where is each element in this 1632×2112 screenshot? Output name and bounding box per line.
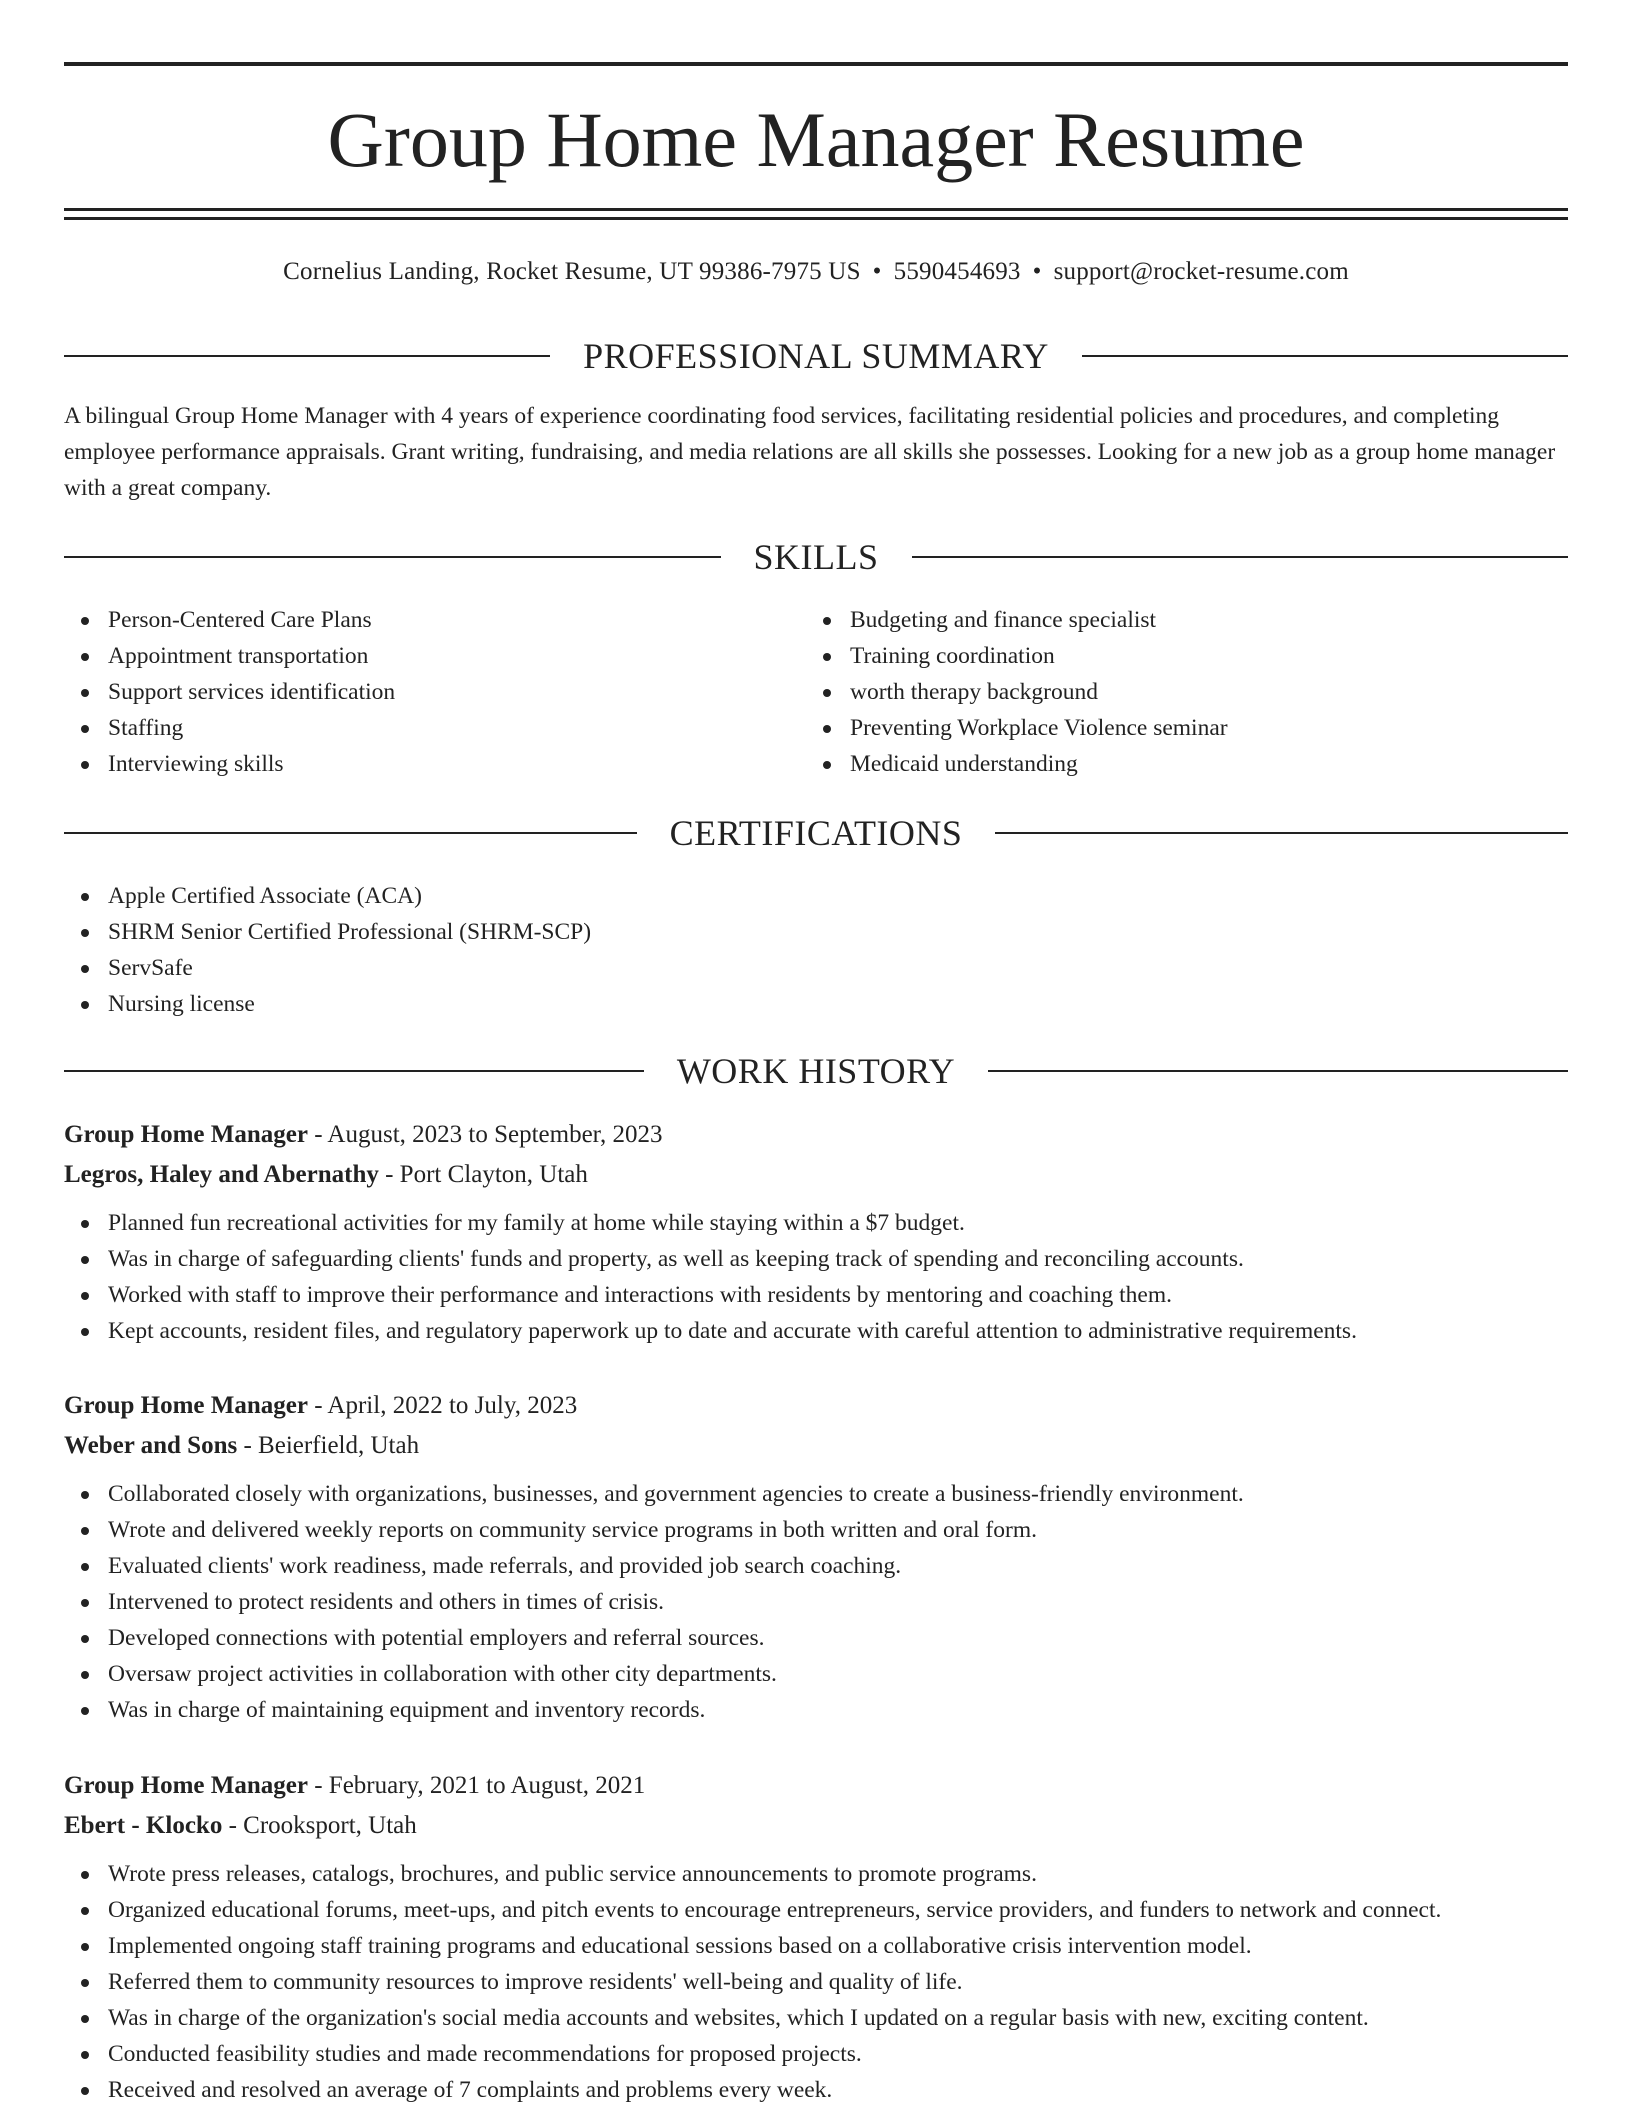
job-company: Weber and Sons	[64, 1432, 238, 1459]
job-bullets	[64, 1856, 1568, 2108]
list-item: Medicaid understanding	[806, 746, 1546, 782]
heading-rule	[912, 556, 1569, 558]
list-item: worth therapy background	[806, 674, 1546, 710]
list-item: SHRM Senior Certified Professional (SHRM-SCP)	[64, 914, 1568, 950]
section-heading-label: WORK HISTORY	[676, 1051, 956, 1091]
heading-rule	[64, 1070, 644, 1072]
list-item: Worked with staff to improve their performance and interactions with residents by mentoring and coaching them.	[64, 1277, 1568, 1313]
job-bullets	[64, 1205, 1568, 1349]
list-item: Kept accounts, resident files, and regulatory paperwork up to date and accurate with careful attention to administrative requirements.	[64, 1313, 1568, 1349]
list-item: Person-Centered Care Plans	[64, 602, 804, 638]
section-heading-work-history	[64, 1049, 1568, 1093]
job-company: Legros, Haley and Abernathy	[64, 1161, 379, 1188]
list-item: Collaborated closely with organizations, businesses, and government agencies to create a business-friendly environment.	[64, 1476, 1568, 1512]
list-item: Intervened to protect residents and others in times of crisis.	[64, 1584, 1568, 1620]
job-title-line	[64, 1766, 1568, 1806]
list-item: Implemented ongoing staff training programs and educational sessions based on a collaborative crisis intervention model.	[64, 1928, 1568, 1964]
section-heading-summary	[64, 334, 1568, 378]
list-item: Oversaw project activities in collaboration with other city departments.	[64, 1656, 1568, 1692]
heading-rule	[64, 832, 637, 834]
list-item: Preventing Workplace Violence seminar	[806, 710, 1546, 746]
skills-list-right	[806, 602, 1546, 782]
heading-rule	[995, 832, 1568, 834]
job-bullets	[64, 1476, 1568, 1728]
contact-line	[64, 254, 1568, 290]
list-item: Staffing	[64, 710, 804, 746]
job-company: Ebert - Klocko	[64, 1812, 223, 1839]
page-title: Group Home Manager Resume	[327, 96, 1305, 183]
list-item: Conducted feasibility studies and made recommendations for proposed projects.	[64, 2036, 1568, 2072]
contact-separator: •	[1032, 258, 1042, 285]
job-dates: February, 2021 to August, 2021	[328, 1772, 646, 1799]
contact-phone: 5590454693	[893, 258, 1021, 285]
list-item: Budgeting and finance specialist	[806, 602, 1546, 638]
list-item: Was in charge of the organization's social media accounts and websites, which I updated on a regular basis with new, exciting content.	[64, 2000, 1568, 2036]
job-company-line	[64, 1155, 1568, 1195]
list-item: Was in charge of maintaining equipment and inventory records.	[64, 1692, 1568, 1728]
job-location: Crooksport, Utah	[243, 1812, 417, 1839]
job-title: Group Home Manager	[64, 1392, 308, 1419]
job-entry	[64, 1386, 1568, 1728]
heading-rule	[64, 355, 550, 357]
section-heading-label: PROFESSIONAL SUMMARY	[583, 336, 1049, 376]
dash: -	[307, 1392, 328, 1419]
list-item: Evaluated clients' work readiness, made referrals, and provided job search coaching.	[64, 1548, 1568, 1584]
title-double-rule	[64, 208, 1568, 220]
job-entry	[64, 1115, 1568, 1349]
job-location: Port Clayton, Utah	[399, 1161, 588, 1188]
list-item: Received and resolved an average of 7 complaints and problems every week.	[64, 2072, 1568, 2108]
dash: -	[222, 1812, 244, 1839]
list-item: Organized educational forums, meet-ups, and pitch events to encourage entrepreneurs, service providers, and funders to network and connect.	[64, 1892, 1568, 1928]
job-title-line	[64, 1115, 1568, 1155]
contact-address: Cornelius Landing, Rocket Resume, UT 99386-7975 US	[283, 258, 861, 285]
job-title-line	[64, 1386, 1568, 1426]
list-item: Nursing license	[64, 986, 1568, 1022]
job-dates: August, 2023 to September, 2023	[327, 1121, 663, 1148]
list-item: ServSafe	[64, 950, 1568, 986]
section-heading-certifications	[64, 811, 1568, 855]
list-item: Was in charge of safeguarding clients' funds and property, as well as keeping track of spending and reconciling accounts.	[64, 1241, 1568, 1277]
heading-rule	[1082, 355, 1568, 357]
summary-text: A bilingual Group Home Manager with 4 years of experience coordinating food services, facilitating residential policies and procedures, and completing employee performance appraisals. Grant writing, fundraising, and media relations are all skills she possesses. Looking for a new job as a group home manager with a great company.	[64, 403, 1556, 501]
top-rule	[64, 62, 1568, 66]
list-item: Referred them to community resources to improve residents' well-being and quality of life.	[64, 1964, 1568, 2000]
section-heading-label: SKILLS	[753, 537, 879, 577]
contact-email[interactable]: support@rocket-resume.com	[1053, 258, 1349, 285]
job-entry	[64, 1766, 1568, 2108]
certifications-list	[64, 878, 1568, 1022]
heading-rule	[988, 1070, 1568, 1072]
list-item: Appointment transportation	[64, 638, 804, 674]
job-dates: April, 2022 to July, 2023	[327, 1392, 578, 1419]
job-company-line	[64, 1806, 1568, 1846]
list-item: Developed connections with potential employers and referral sources.	[64, 1620, 1568, 1656]
contact-separator: •	[872, 258, 882, 285]
list-item: Apple Certified Associate (ACA)	[64, 878, 1568, 914]
dash: -	[378, 1161, 400, 1188]
list-item: Training coordination	[806, 638, 1546, 674]
skills-list-left	[64, 602, 804, 782]
list-item: Wrote press releases, catalogs, brochures, and public service announcements to promote programs.	[64, 1856, 1568, 1892]
job-location: Beierfield, Utah	[258, 1432, 420, 1459]
list-item: Support services identification	[64, 674, 804, 710]
dash: -	[307, 1772, 329, 1799]
list-item: Planned fun recreational activities for my family at home while staying within a $7 budget.	[64, 1205, 1568, 1241]
list-item: Wrote and delivered weekly reports on community service programs in both written and oral form.	[64, 1512, 1568, 1548]
section-heading-label: CERTIFICATIONS	[669, 813, 963, 853]
dash: -	[237, 1432, 259, 1459]
job-title: Group Home Manager	[64, 1772, 308, 1799]
heading-rule	[64, 556, 721, 558]
list-item: Interviewing skills	[64, 746, 804, 782]
dash: -	[307, 1121, 328, 1148]
job-title: Group Home Manager	[64, 1121, 308, 1148]
job-company-line	[64, 1426, 1568, 1466]
section-heading-skills	[64, 535, 1568, 579]
